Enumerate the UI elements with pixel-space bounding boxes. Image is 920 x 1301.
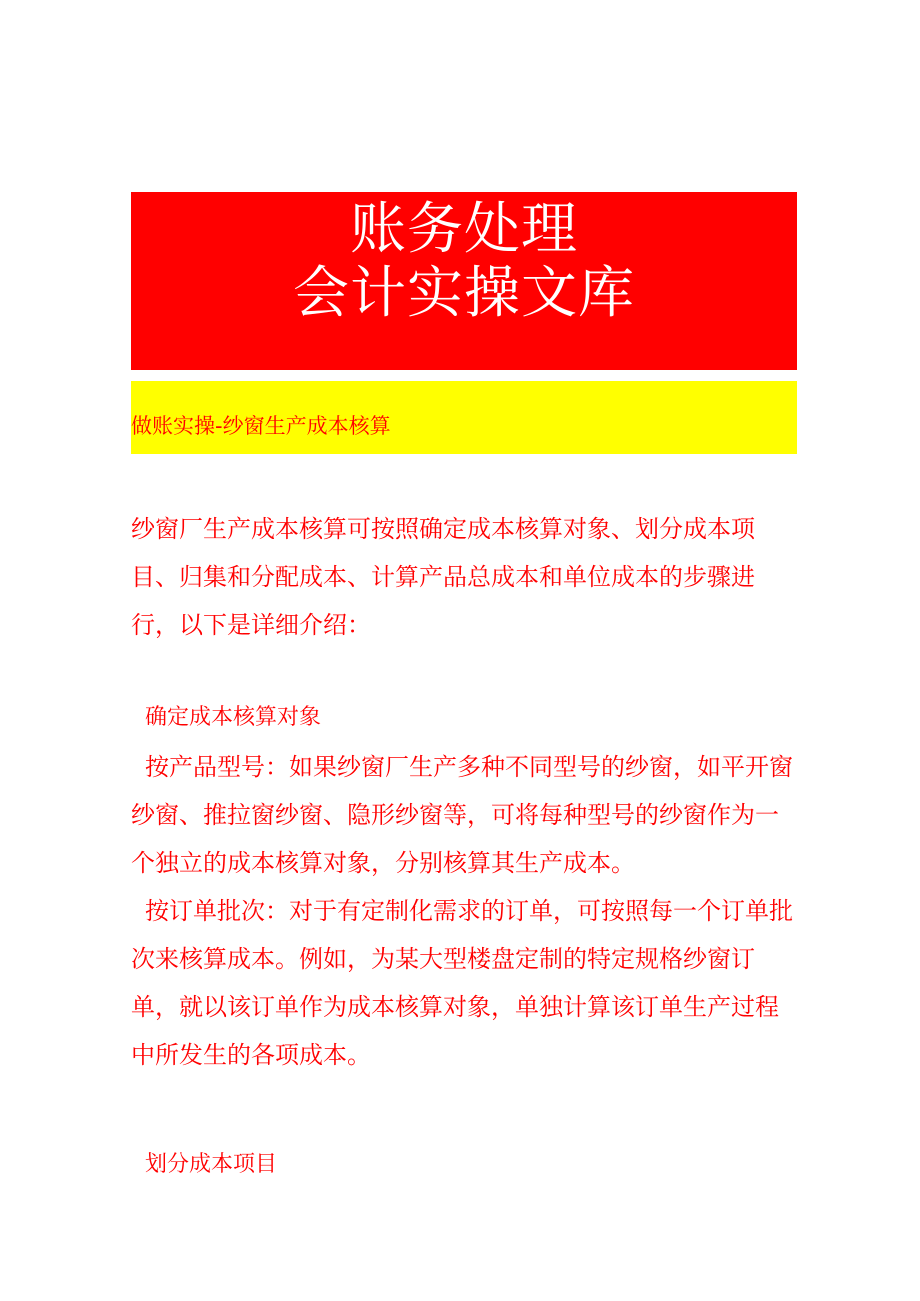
paragraph-by-model: 按产品型号：如果纱窗厂生产多种不同型号的纱窗，如平开窗纱窗、推拉窗纱窗、隐形纱窗等，可将每种型号的纱窗作为一个独立的成本核算对象，分别核算其生产成本。 (131, 753, 793, 877)
banner-title-line-1: 账务处理 (350, 197, 578, 262)
section-heading-cost-items: 划分成本项目 (145, 1152, 278, 1177)
intro-paragraph: 纱窗厂生产成本核算可按照确定成本核算对象、划分成本项目、归集和分配成本、计算产品总成本和单位成本的步骤进行，以下是详细介绍： (131, 515, 755, 639)
banner-title-line-2: 会计实操文库 (293, 261, 635, 326)
section-heading-cost-object: 确定成本核算对象 (145, 705, 322, 730)
subtitle-bar (131, 381, 797, 454)
subtitle-text: 做账实操-纱窗生产成本核算 (131, 414, 391, 438)
paragraph-by-order-batch: 按订单批次：对于有定制化需求的订单，可按照每一个订单批次来核算成本。例如，为某大型楼盘定制的特定规格纱窗订单，就以该订单作为成本核算对象，单独计算该订单生产过程中所发生的各项成本。 (131, 897, 793, 1069)
title-banner (131, 192, 797, 370)
